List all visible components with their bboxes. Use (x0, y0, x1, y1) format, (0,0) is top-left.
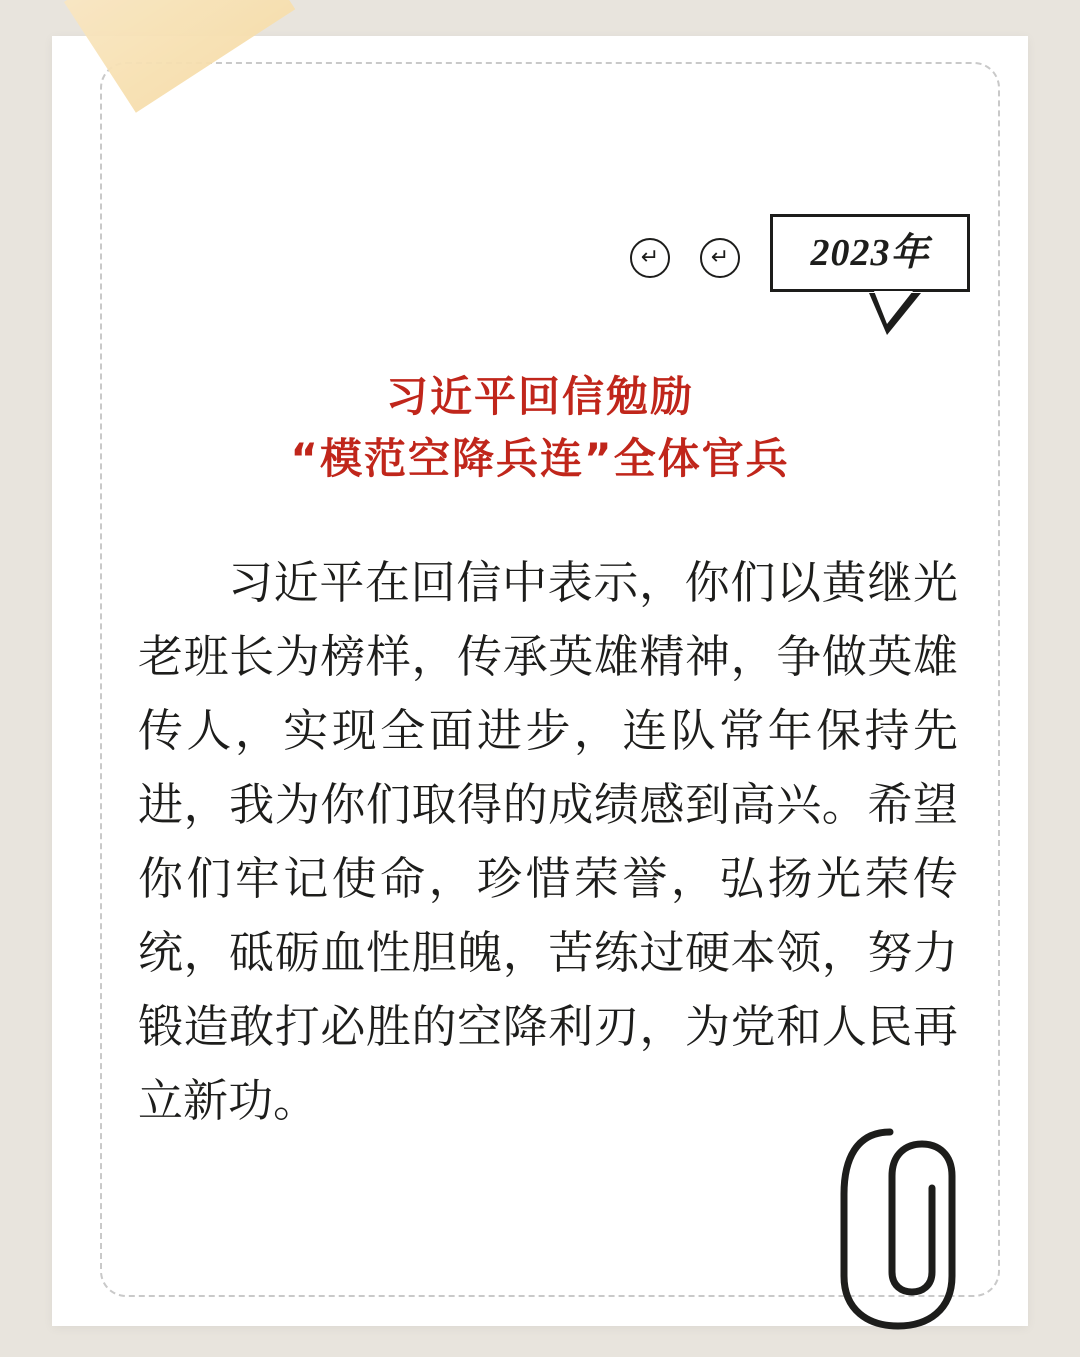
body-paragraph: 习近平在回信中表示，你们以黄继光老班长为榜样，传承英雄精神，争做英雄传人，实现全面进步，连队常年保持先进，我为你们取得的成绩感到高兴。希望你们牢记使命，珍惜荣誉，弘扬光荣传统，砥砺血性胆魄，苦练过硬本领，努力锻造敢打必胜的空降利刃，为党和人民再立新功。 (138, 556, 958, 1127)
paperclip-icon (832, 1114, 982, 1334)
header-decoration-row (612, 214, 992, 334)
page-title (52, 366, 1028, 490)
title-line-1: 习近平回信勉励 (385, 372, 694, 421)
year-speech-bubble (770, 214, 970, 292)
return-arrow-icon-1: ↵ (630, 238, 670, 278)
note-card (52, 36, 1028, 1326)
title-line-2: “模范空降兵连”全体官兵 (290, 434, 790, 483)
return-arrow-icon-2: ↵ (700, 238, 740, 278)
year-label: 2023年 (810, 232, 930, 274)
bubble-tail (869, 293, 921, 335)
